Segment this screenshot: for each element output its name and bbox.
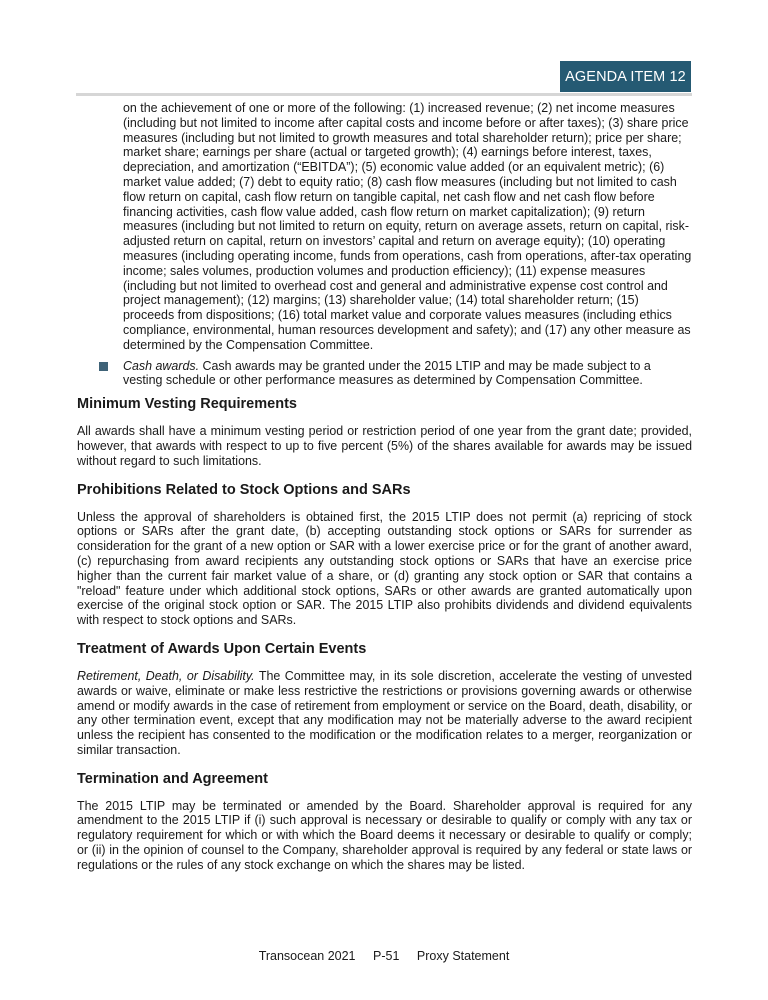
treatment-body: The Committee may, in its sole discretion, accelerate the vesting of unvested awards or waive, eliminate or make less restrictive the restrictions or provisions governing awards or otherwise amend or modify awards in the case of retirement from employment or service on the Board, death, disability, or any other termination event, except that any modification may not be materially adverse to the award recipient unless the recipient has consented to the modification or the modification relates to a merger, reorganization or similar transaction. xyxy=(77,668,692,757)
agenda-item-label: AGENDA ITEM 12 xyxy=(565,68,686,85)
page-footer xyxy=(0,949,768,963)
section-body-treatment-of-awards xyxy=(77,669,692,758)
section-heading-termination: Termination and Agreement xyxy=(77,770,268,787)
agenda-item-tab xyxy=(560,61,691,92)
bullet-text xyxy=(123,359,692,389)
footer-document-title: Proxy Statement xyxy=(416,949,510,963)
section-heading-minimum-vesting: Minimum Vesting Requirements xyxy=(77,396,297,413)
section-body-minimum-vesting: All awards shall have a minimum vesting period or restriction period of one year from the grant date; provided, however, that awards with respect to up to five percent (5%) of the shares available for awards may be issued without regard to such limitations. xyxy=(77,424,692,468)
bullet-body: Cash awards may be granted under the 2015 LTIP and may be made subject to a vesting schedule or other performance measures as determined by Compensation Committee. xyxy=(123,358,651,388)
footer-page-number: P-51 xyxy=(373,949,400,963)
section-heading-prohibitions: Prohibitions Related to Stock Options and SARs xyxy=(77,481,411,498)
section-heading-treatment-of-awards: Treatment of Awards Upon Certain Events xyxy=(77,640,367,657)
bullet-item-cash-awards xyxy=(77,359,692,389)
continued-paragraph: on the achievement of one or more of the following: (1) increased revenue; (2) net income measures (including but not limited to income after capital costs and income before or after taxes); (3) share price measures (including but not limited to growth measures and total shareholder return); price per share; market share; earnings per share (actual or targeted growth); (4) earnings before interest, taxes, depreciation, and amortization (“EBITDA”); (5) economic value added (or an equivalent metric); (6) market value added; (7) debt to equity ratio; (8) cash flow measures (including but not limited to cash flow return on capital, cash flow return on tangible capital, net cash flow and net cash flow before financing activities, cash flow value added, cash flow return on market capitalization); (9) return measures (including but not limited to return on equity, return on average assets, return on capital, risk-adjusted return on capital, return on investors’ capital and return on average equity); (10) operating measures (including operating income, funds from operations, cash from operations, after-tax operating income; sales volumes, production volumes and production efficiency); (11) expense measures (including but not limited to overhead cost and general and administrative expense cost control and project management); (12) margins; (13) shareholder value; (14) total shareholder return; (15) proceeds from dispositions; (16) total market value and corporate values measures (including ethics compliance, environmental, human resources development and safety); and (17) any other measure as determined by the Compensation Committee. xyxy=(123,101,692,352)
header-divider xyxy=(76,93,692,96)
page-content xyxy=(77,101,692,880)
section-body-prohibitions: Unless the approval of shareholders is obtained first, the 2015 LTIP does not permit (a) repricing of stock options or SARs after the grant date, (b) accepting outstanding stock options or SARs for surrender as consideration for the grant of a new option or SAR with a lower exercise price or for the grant of another award, (c) repurchasing from award recipients any outstanding stock options or SARs that have an exercise price higher than the current fair market value of a share, or (d) granting any stock option or SAR that contains a "reload" feature under which additional stock options, SARs or other awards are granted automatically upon exercise of the original stock option or SAR. The 2015 LTIP also prohibits dividends and dividend equivalents with respect to stock options and SARs. xyxy=(77,509,692,628)
bullet-lead: Cash awards. xyxy=(123,358,200,373)
section-body-termination: The 2015 LTIP may be terminated or amended by the Board. Shareholder approval is required for any amendment to the 2015 LTIP if (i) such approval is necessary or desirable to qualify or comply with any tax or regulatory requirement for which or with which the Board deems it necessary or desirable to qualify or comply; or (ii) in the opinion of counsel to the Company, shareholder approval is required by any federal or state laws or regulations or the rules of any stock exchange on which the shares may be listed. xyxy=(77,798,692,872)
square-bullet-icon xyxy=(99,362,108,371)
treatment-lead: Retirement, Death, or Disability. xyxy=(77,668,255,683)
footer-company: Transocean 2021 xyxy=(258,949,356,963)
